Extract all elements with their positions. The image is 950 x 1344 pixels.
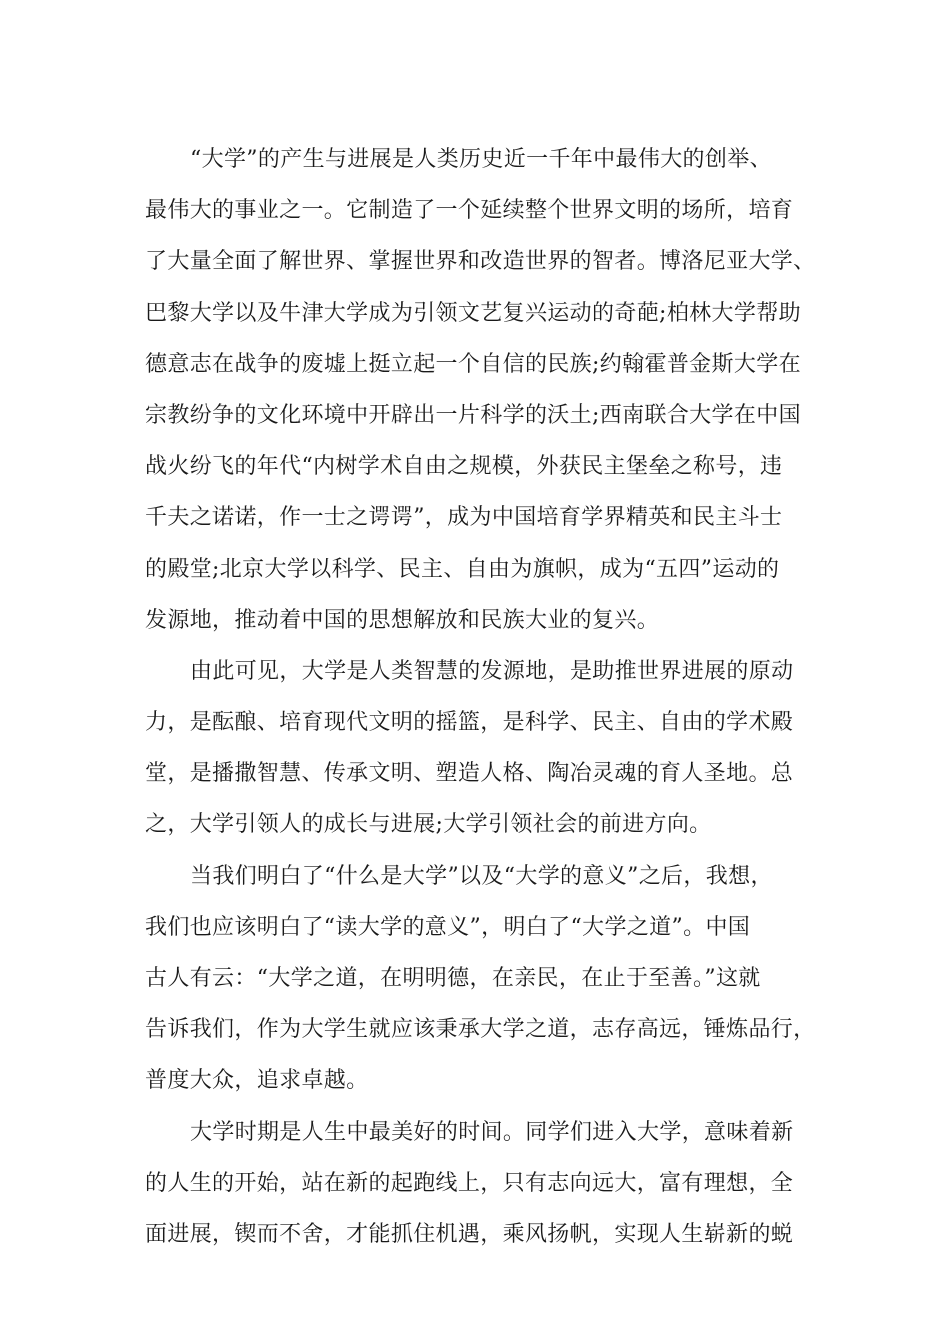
text-line: 由此可见，大学是人类智慧的发源地，是助推世界进展的原动 xyxy=(190,658,794,684)
paragraph-university-history xyxy=(145,134,825,646)
text-line: 发源地，推动着中国的思想解放和民族大业的复兴。 xyxy=(145,607,660,633)
text-line: 的人生的开始，站在新的起跑线上，只有志向远大，富有理想，全 xyxy=(145,1170,794,1196)
text-line: 巴黎大学以及牛津大学成为引领文艺复兴运动的奇葩;柏林大学帮助 xyxy=(145,300,801,326)
text-line: 我们也应该明白了“读大学的意义”，明白了“大学之道”。中国 xyxy=(145,914,751,940)
text-line: 战火纷飞的年代“内树学术自由之规模，外获民主堡垒之称号，违 xyxy=(145,454,783,480)
text-line: 大学时期是人生中最美好的时间。同学们进入大学，意味着新 xyxy=(190,1119,794,1145)
text-line: 告诉我们，作为大学生就应该秉承大学之道，志存高远，锤炼品行， xyxy=(145,1017,816,1043)
text-line: 千夫之诺诺，作一士之谔谔”，成为中国培育学界精英和民主斗士 xyxy=(145,505,783,531)
text-line: 了大量全面了解世界、掌握世界和改造世界的智者。博洛尼亚大学、 xyxy=(145,249,816,275)
paragraph-university-role xyxy=(145,646,825,851)
text-line: 力，是酝酿、培育现代文明的摇篮，是科学、民主、自由的学术殿 xyxy=(145,710,794,736)
text-line: 最伟大的事业之一。它制造了一个延续整个世界文明的场所，培育 xyxy=(145,198,794,224)
text-line: 面进展，锲而不舍，才能抓住机遇，乘风扬帆，实现人生崭新的蜕 xyxy=(145,1221,794,1247)
paragraph-university-way xyxy=(145,851,825,1107)
text-line: 堂，是播撒智慧、传承文明、塑造人格、陶冶灵魂的育人圣地。总 xyxy=(145,761,794,787)
text-line: 宗教纷争的文化环境中开辟出一片科学的沃土;西南联合大学在中国 xyxy=(145,402,801,428)
text-line: 当我们明白了“什么是大学”以及“大学的意义”之后，我想， xyxy=(190,863,773,889)
text-line: 的殿堂;北京大学以科学、民主、自由为旗帜，成为“五四”运动的 xyxy=(145,556,780,582)
paragraph-university-years xyxy=(145,1107,825,1261)
text-line: 之，大学引领人的成长与进展;大学引领社会的前进方向。 xyxy=(145,812,712,838)
document-body xyxy=(145,134,825,1260)
text-line: 普度大众，追求卓越。 xyxy=(145,1068,369,1094)
text-line: 德意志在战争的废墟上挺立起一个自信的民族;约翰霍普金斯大学在 xyxy=(145,351,801,377)
text-line: “大学”的产生与进展是人类历史近一千年中最伟大的创举、 xyxy=(190,147,772,172)
text-line: 古人有云：“大学之道，在明明德，在亲民，在止于至善。”这就 xyxy=(145,966,761,991)
